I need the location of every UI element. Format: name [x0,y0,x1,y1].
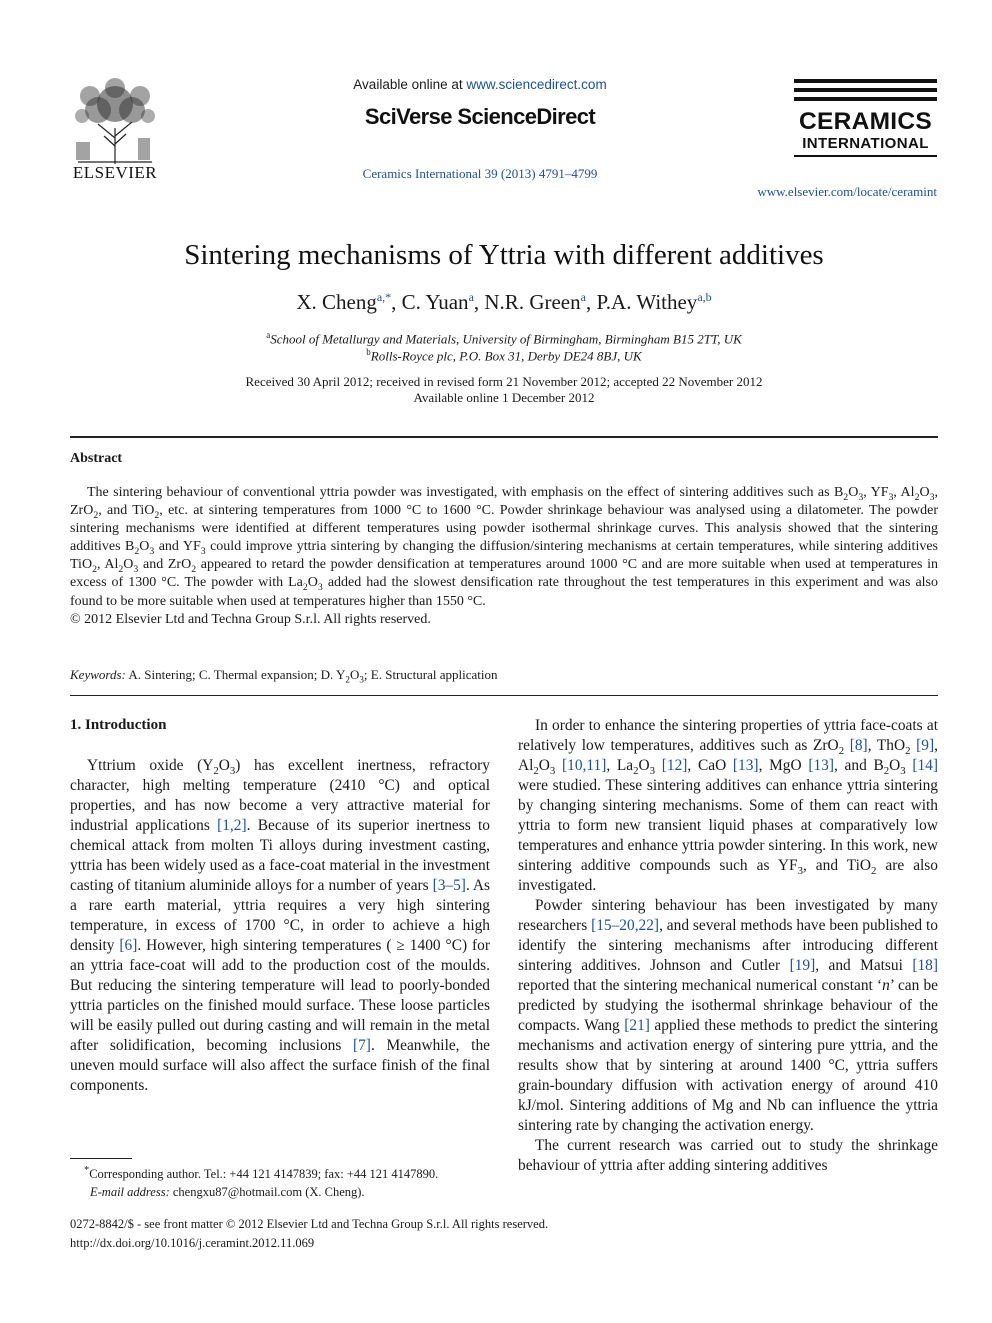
author-name: X. Cheng [296,290,377,314]
sciverse-logo: SciVerse ScienceDirect [364,104,596,129]
affiliation [70,330,938,347]
body-column-right [518,716,938,1176]
citation-link[interactable]: [21] [624,1017,650,1034]
body-column-left [70,756,490,1096]
elsevier-wordmark: ELSEVIER [72,163,158,182]
abstract-copyright: © 2012 Elsevier Ltd and Techna Group S.r.l. All rights reserved. [70,611,431,627]
citation-link[interactable]: [6] [119,937,138,954]
author-name: N.R. Green [484,290,581,314]
sciencedirect-link[interactable]: www.sciencedirect.com [466,77,607,92]
citation-link[interactable]: [13] [808,757,834,774]
author-name: C. Yuan [401,290,469,314]
citation-link[interactable]: [15–20,22] [591,917,660,934]
author-affiliation-mark[interactable]: a,b [697,290,712,304]
abstract-heading: Abstract [70,451,123,466]
affiliation-text: School of Metallurgy and Materials, University of Birmingham, Birmingham B15 2TT, UK [270,331,742,347]
doi-link[interactable]: http://dx.doi.org/10.1016/j.ceramint.2012.11.069 [70,1236,315,1250]
section-heading-introduction: 1. Introduction [70,717,167,733]
affiliation [70,347,938,364]
available-online-line [280,77,680,92]
journal-reference-link[interactable]: Ceramics International 39 (2013) 4791–4799 [362,166,598,181]
corresponding-author-note: *Corresponding author. Tel.: +44 121 4147839; fax: +44 121 4147890. [84,1165,439,1182]
citation-link[interactable]: [19] [789,957,816,974]
citation-link[interactable]: [18] [912,957,938,974]
divider [70,436,938,438]
email-address[interactable]: chengxu87@hotmail.com (X. Cheng). [169,1185,365,1200]
article-title: Sintering mechanisms of Yttria with different additives [184,239,824,271]
journal-logo-bar [794,97,937,101]
journal-homepage-link[interactable]: www.elsevier.com/locate/ceramint [757,184,937,199]
author-name: P.A. Withey [596,290,698,314]
journal-logo-title: CERAMICS [798,108,933,135]
received-dates: Received 30 April 2012; received in revised form 21 November 2012; accepted 22 November 2012 [245,374,763,389]
body-paragraph: Yttrium oxide $(Y_2O_3)$ has excellent inertness, refractory character, high melting temperature (2410 °C) and optical properties, and has now become a very attractive material for industrial applications [1,2]. Because of its superior inertness to chemical attack from molten Ti alloys during investment casting, yttria has been widely used as a face-coat material in the investment casting of titanium aluminide alloys for a number of years [3–5]. As a rare earth material, yttria requires a very high sintering temperature, in excess of 1700 °C, in order to achieve a high density [6]. However, high sintering temperatures ( ≥ 1400 °C) for an yttria face-coat will add to the production cost of the moulds. But reducing the sintering temperature will lead to poorly-bonded yttria particles on the finished mould surface. These loose particles will be easily pulled out during casting and will remain in the metal after solidification, becoming inclusions [7]. Meanwhile, the uneven mould surface will also affect the surface finish of the final components. [70,757,490,1094]
keywords-list: A. Sintering; C. Thermal expansion; D. Y [128,667,346,682]
page-footer [70,1215,670,1253]
citation-link[interactable]: [1,2] [217,817,247,834]
journal-logo-bar [794,88,937,92]
corresponding-author-text: Corresponding author. Tel.: +44 121 4147839; fax: +44 121 4147890. [89,1167,439,1182]
author-affiliation-mark[interactable]: a,* [376,290,392,304]
citation-link[interactable]: [12] [661,757,688,774]
body-paragraph: In order to enhance the sintering properties of yttria face-coats at relatively low temperatures, additives such as ZrO$_2$ [8], ThO$_2$ [9], $Al_2O_3$ [10,11], $La_2O_3$ [12], CaO [13], MgO [13], and $B_2O_3$ [14] were studied. These sintering additives can enhance yttria sintering by changing sintering mechanisms. Some of them can react with yttria to form new transient liquid phases at comparatively low temperatures and enhance yttria powder sintering. In this work, new sintering additive compounds such as $YF_3$, and TiO$_2$ are also investigated. [518,717,939,894]
citation-link[interactable]: [7] [352,1037,371,1054]
author-affiliation-mark[interactable]: a [468,290,474,304]
abstract-text: The sintering behaviour of conventional yttria powder was investigated, with emphasis on the effect of sintering additives such as $B_2O_3$, $YF_3$, $Al_2O_3$, ZrO$_2$, and TiO$_2$, etc. at sintering temperatures from 1000 °C to 1600 °C. Powder shrinkage behaviour was analysed using a dilatometer. The powder sintering mechanisms were identified at different temperatures using powder isothermal shrinkage curves. This analysis showed that the sintering additives $B_2O_3$ and $YF_3$ could improve yttria sintering by changing the diffusion/sintering mechanisms at certain temperatures, while sintering additives TiO$_2$, $Al_2O_3$ and ZrO$_2$ appeared to retard the powder densification at temperatures around 1000 °C and are more suitable when used at temperatures in excess of 1300 °C. The powder with $La_2O_3$ added had the slowest densification rate throughout the test temperatures in this experiment and was also found to be more suitable when used at temperatures higher than 1550 °C. [70,485,939,609]
keywords: Keywords: A. Sintering; C. Thermal expansion; D. $Y_2O_3$; E. Structural application [70,667,498,685]
divider [70,695,938,696]
footnote [70,1162,490,1201]
citation-link[interactable]: [3–5] [432,877,466,894]
email-note [70,1183,490,1201]
citation-link[interactable]: [8] [849,737,868,754]
affiliation-text: Rolls-Royce plc, P.O. Box 31, Derby DE24 8BJ, UK [370,348,642,364]
citation-link[interactable]: [9] [916,737,935,754]
issn-copyright: 0272-8842/$ - see front matter © 2012 Elsevier Ltd and Techna Group S.r.l. All rights reserved. [70,1217,549,1231]
affiliation-mark: a [266,330,271,340]
abstract-body [70,484,938,629]
body-paragraph: Powder sintering behaviour has been investigated by many researchers [15–20,22], and several methods have been published to identify the sintering mechanisms after introducing different sintering additives. Johnson and Cutler [19], and Matsui [18] reported that the sintering mechanical numerical constant ‘n’ can be predicted by studying the isothermal shrinkage behaviour of the compacts. Wang [21] applied these methods to predict the sintering mechanisms and activation energy of sintering pure yttria, and the results show that by sintering at around 1400 °C, yttria suffers grain-boundary diffusion with activation energy of around 410 kJ/mol. Sintering additions of Mg and Nb can influence the yttria sintering rate by changing the activation energy. [518,897,939,1134]
citation-link[interactable]: [14] [912,757,939,774]
author-list: X. Cheng$^{a,*}$, C. Yuan$^a$, N.R. Green$^a$, P.A. Withey$^{a,b}$ [296,290,712,314]
citation-link[interactable]: [10,11] [562,757,607,774]
available-online-date: Available online 1 December 2012 [413,390,595,405]
author-affiliation-mark[interactable]: a [580,290,586,304]
footnote-divider [70,1158,132,1159]
journal-logo-bar [794,155,937,157]
citation-link[interactable]: [13] [732,757,759,774]
journal-logo-subtitle: INTERNATIONAL [802,135,929,152]
affiliation-mark: b [366,347,371,357]
journal-logo-bar [794,79,937,83]
body-paragraph: The current research was carried out to study the shrinkage behaviour of yttria after adding sintering additives [518,1137,938,1174]
available-online-label: Available online at [353,77,467,92]
keywords-label: Keywords: [70,667,126,682]
email-label: E-mail address: [90,1185,170,1200]
